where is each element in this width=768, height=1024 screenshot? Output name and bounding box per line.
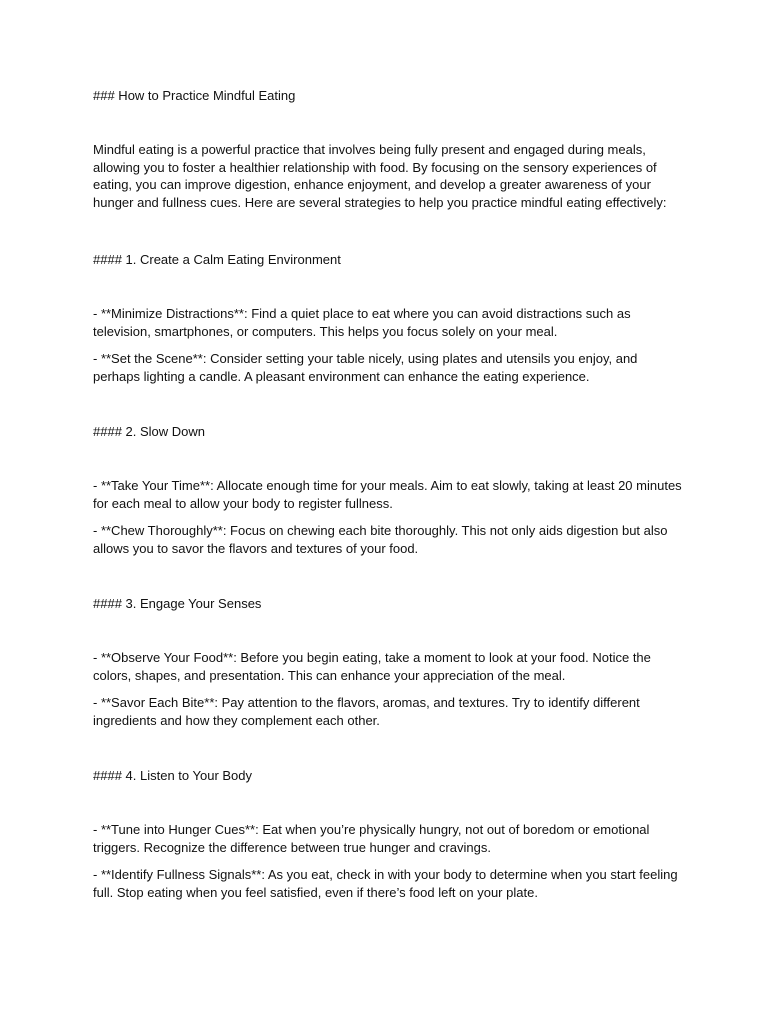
bullet-minimize-distractions: - **Minimize Distractions**: Find a quiet place to eat where you can avoid distractions such as television, smartphones, or computers. This helps you focus solely on your meal.	[93, 306, 631, 339]
bullet-tune-into-hunger-cues: - **Tune into Hunger Cues**: Eat when you’re physically hungry, not out of boredom or emotional triggers. Recognize the difference between true hunger and cravings.	[93, 822, 650, 855]
bullet-set-the-scene: - **Set the Scene**: Consider setting your table nicely, using plates and utensils you enjoy, and perhaps lighting a candle. A pleasant environment can enhance the eating experience.	[93, 351, 638, 384]
document-title: ### How to Practice Mindful Eating	[93, 88, 296, 103]
section-heading-1: #### 1. Create a Calm Eating Environment	[93, 252, 341, 267]
bullet-take-your-time: - **Take Your Time**: Allocate enough time for your meals. Aim to eat slowly, taking at least 20 minutes for each meal to allow your body to register fullness.	[93, 478, 682, 511]
bullet-chew-thoroughly: - **Chew Thoroughly**: Focus on chewing each bite thoroughly. This not only aids digestion but also allows you to savor the flavors and textures of your food.	[93, 523, 668, 556]
bullet-savor-each-bite: - **Savor Each Bite**: Pay attention to the flavors, aromas, and textures. Try to identify different ingredients and how they complement each other.	[93, 695, 640, 728]
section-heading-4: #### 4. Listen to Your Body	[93, 768, 253, 783]
bullet-observe-your-food: - **Observe Your Food**: Before you begin eating, take a moment to look at your food. Notice the colors, shapes, and presentation. This can enhance your appreciation of the meal.	[93, 650, 651, 683]
section-heading-3: #### 3. Engage Your Senses	[93, 596, 262, 611]
intro-paragraph: Mindful eating is a powerful practice that involves being fully present and engaged during meals, allowing you to foster a healthier relationship with food. By focusing on the sensory experiences of eating, you can improve digestion, enhance enjoyment, and develop a greater awareness of your hunger and fullness cues. Here are several strategies to help you practice mindful eating effectively:	[93, 142, 667, 210]
section-heading-2: #### 2. Slow Down	[93, 424, 206, 439]
bullet-identify-fullness-signals: - **Identify Fullness Signals**: As you eat, check in with your body to determine when you start feeling full. Stop eating when you feel satisfied, even if there’s food left on your plate.	[93, 867, 678, 900]
